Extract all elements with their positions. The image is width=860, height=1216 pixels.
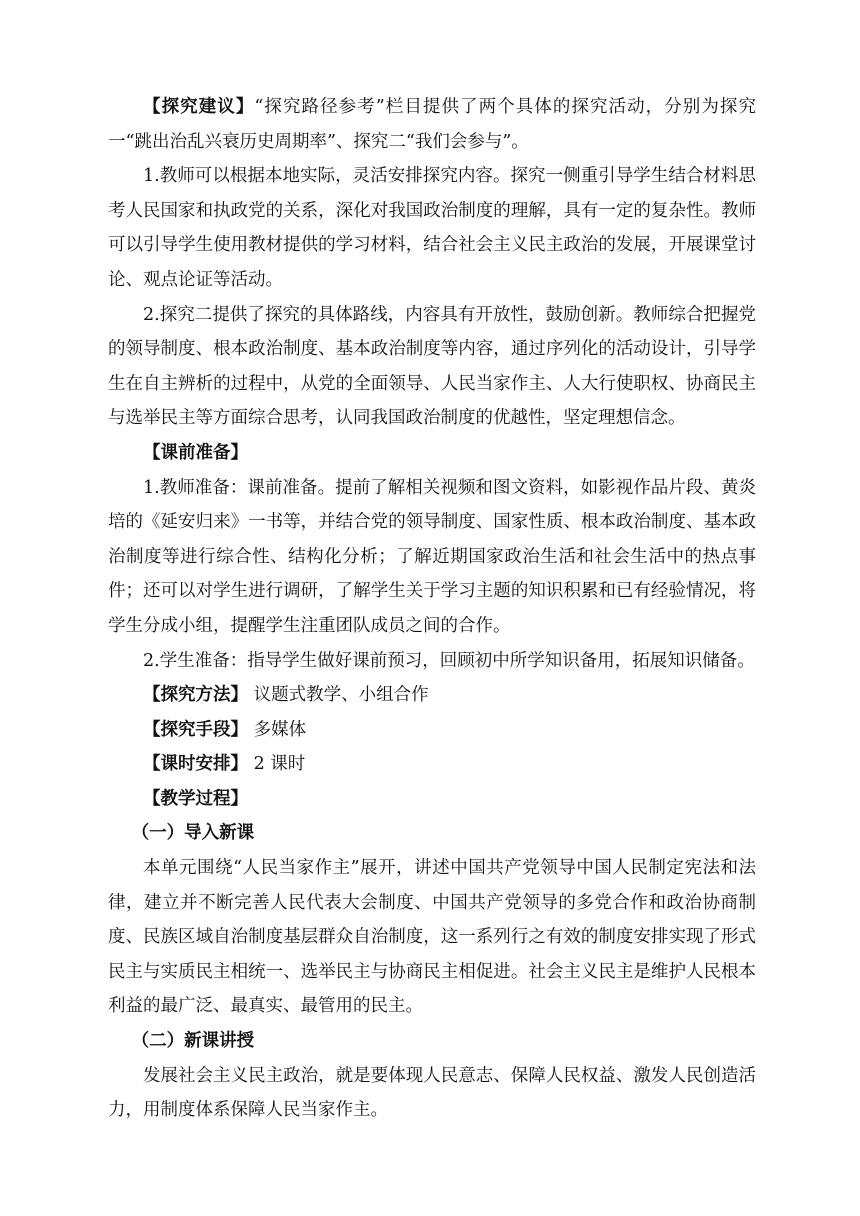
schedule-label: 【课时安排】 [143, 754, 248, 775]
schedule-line [108, 747, 756, 782]
method-label: 【探究方法】 [143, 685, 248, 706]
document-body [108, 90, 756, 1128]
suggestion-item-1: 1.教师可以根据本地实际，灵活安排探究内容。探究一侧重引导学生结合材料思考人民国家和执政党的关系，深化对我国政治制度的理解，具有一定的复杂性。教师可以引导学生使用教材提供的学习材料，结合社会主义民主政治的发展，开展课堂讨论、观点论证等活动。 [108, 166, 756, 290]
section2-text: 发展社会主义民主政治，就是要体现人民意志、保障人民权益、激发人民创造活力，用制度体系保障人民当家作主。 [108, 1065, 756, 1121]
preparation-heading: 【课前准备】 [143, 442, 248, 463]
preparation-item-1: 1.教师准备：课前准备。提前了解相关视频和图文资料，如影视作品片段、黄炎培的《延安归来》一书等，并结合党的领导制度、国家性质、根本政治制度、基本政治制度等进行综合性、结构化分析；了解近期国家政治生活和社会生活中的热点事件；还可以对学生进行调研，了解学生关于学习主题的知识积累和已有经验情况，将学生分成小组，提醒学生注重团队成员之间的合作。 [108, 477, 756, 636]
inquiry-suggestion-text: “探究路径参考”栏目提供了两个具体的探究活动，分别为探究一“跳出治乱兴衰历史周期率”、探究二“我们会参与”。 [108, 97, 756, 152]
means-label: 【探究手段】 [143, 719, 248, 740]
section2-title: （二）新课讲授 [131, 1031, 255, 1052]
section1-text: 本单元围绕“人民当家作主”展开，讲述中国共产党领导中国人民制定宪法和法律，建立并不断完善人民代表大会制度、中国共产党领导的多党合作和政治协商制度、民族区域自治制度基层群众自治制度，这一系列行之有效的制度安排实现了形式民主与实质民主相统一、选举民主与协商民主相促进。社会主义民主是维护人民根本利益的最广泛、最真实、最管用的民主。 [108, 858, 756, 1017]
inquiry-suggestion-paragraph [108, 90, 756, 159]
preparation-item-2: 2.学生准备：指导学生做好课前预习，回顾初中所学知识备用，拓展知识储备。 [143, 650, 755, 671]
suggestion-item-2: 2.探究二提供了探究的具体路线，内容具有开放性，鼓励创新。教师综合把握党的领导制度、根本政治制度、基本政治制度等内容，通过序列化的活动设计，引导学生在自主辨析的过程中，从党的全面领导、人民当家作主、人大行使职权、协商民主与选举民主等方面综合思考，认同我国政治制度的优越性，坚定理想信念。 [108, 304, 756, 429]
process-heading: 【教学过程】 [143, 788, 248, 809]
means-line [108, 713, 756, 748]
inquiry-suggestion-label: 【探究建议】 [143, 97, 255, 117]
method-line [108, 678, 756, 713]
schedule-value: 2 课时 [253, 754, 306, 775]
method-value: 议题式教学、小组合作 [253, 685, 429, 706]
section1-title: （一）导入新课 [131, 823, 255, 844]
means-value: 多媒体 [253, 719, 307, 740]
